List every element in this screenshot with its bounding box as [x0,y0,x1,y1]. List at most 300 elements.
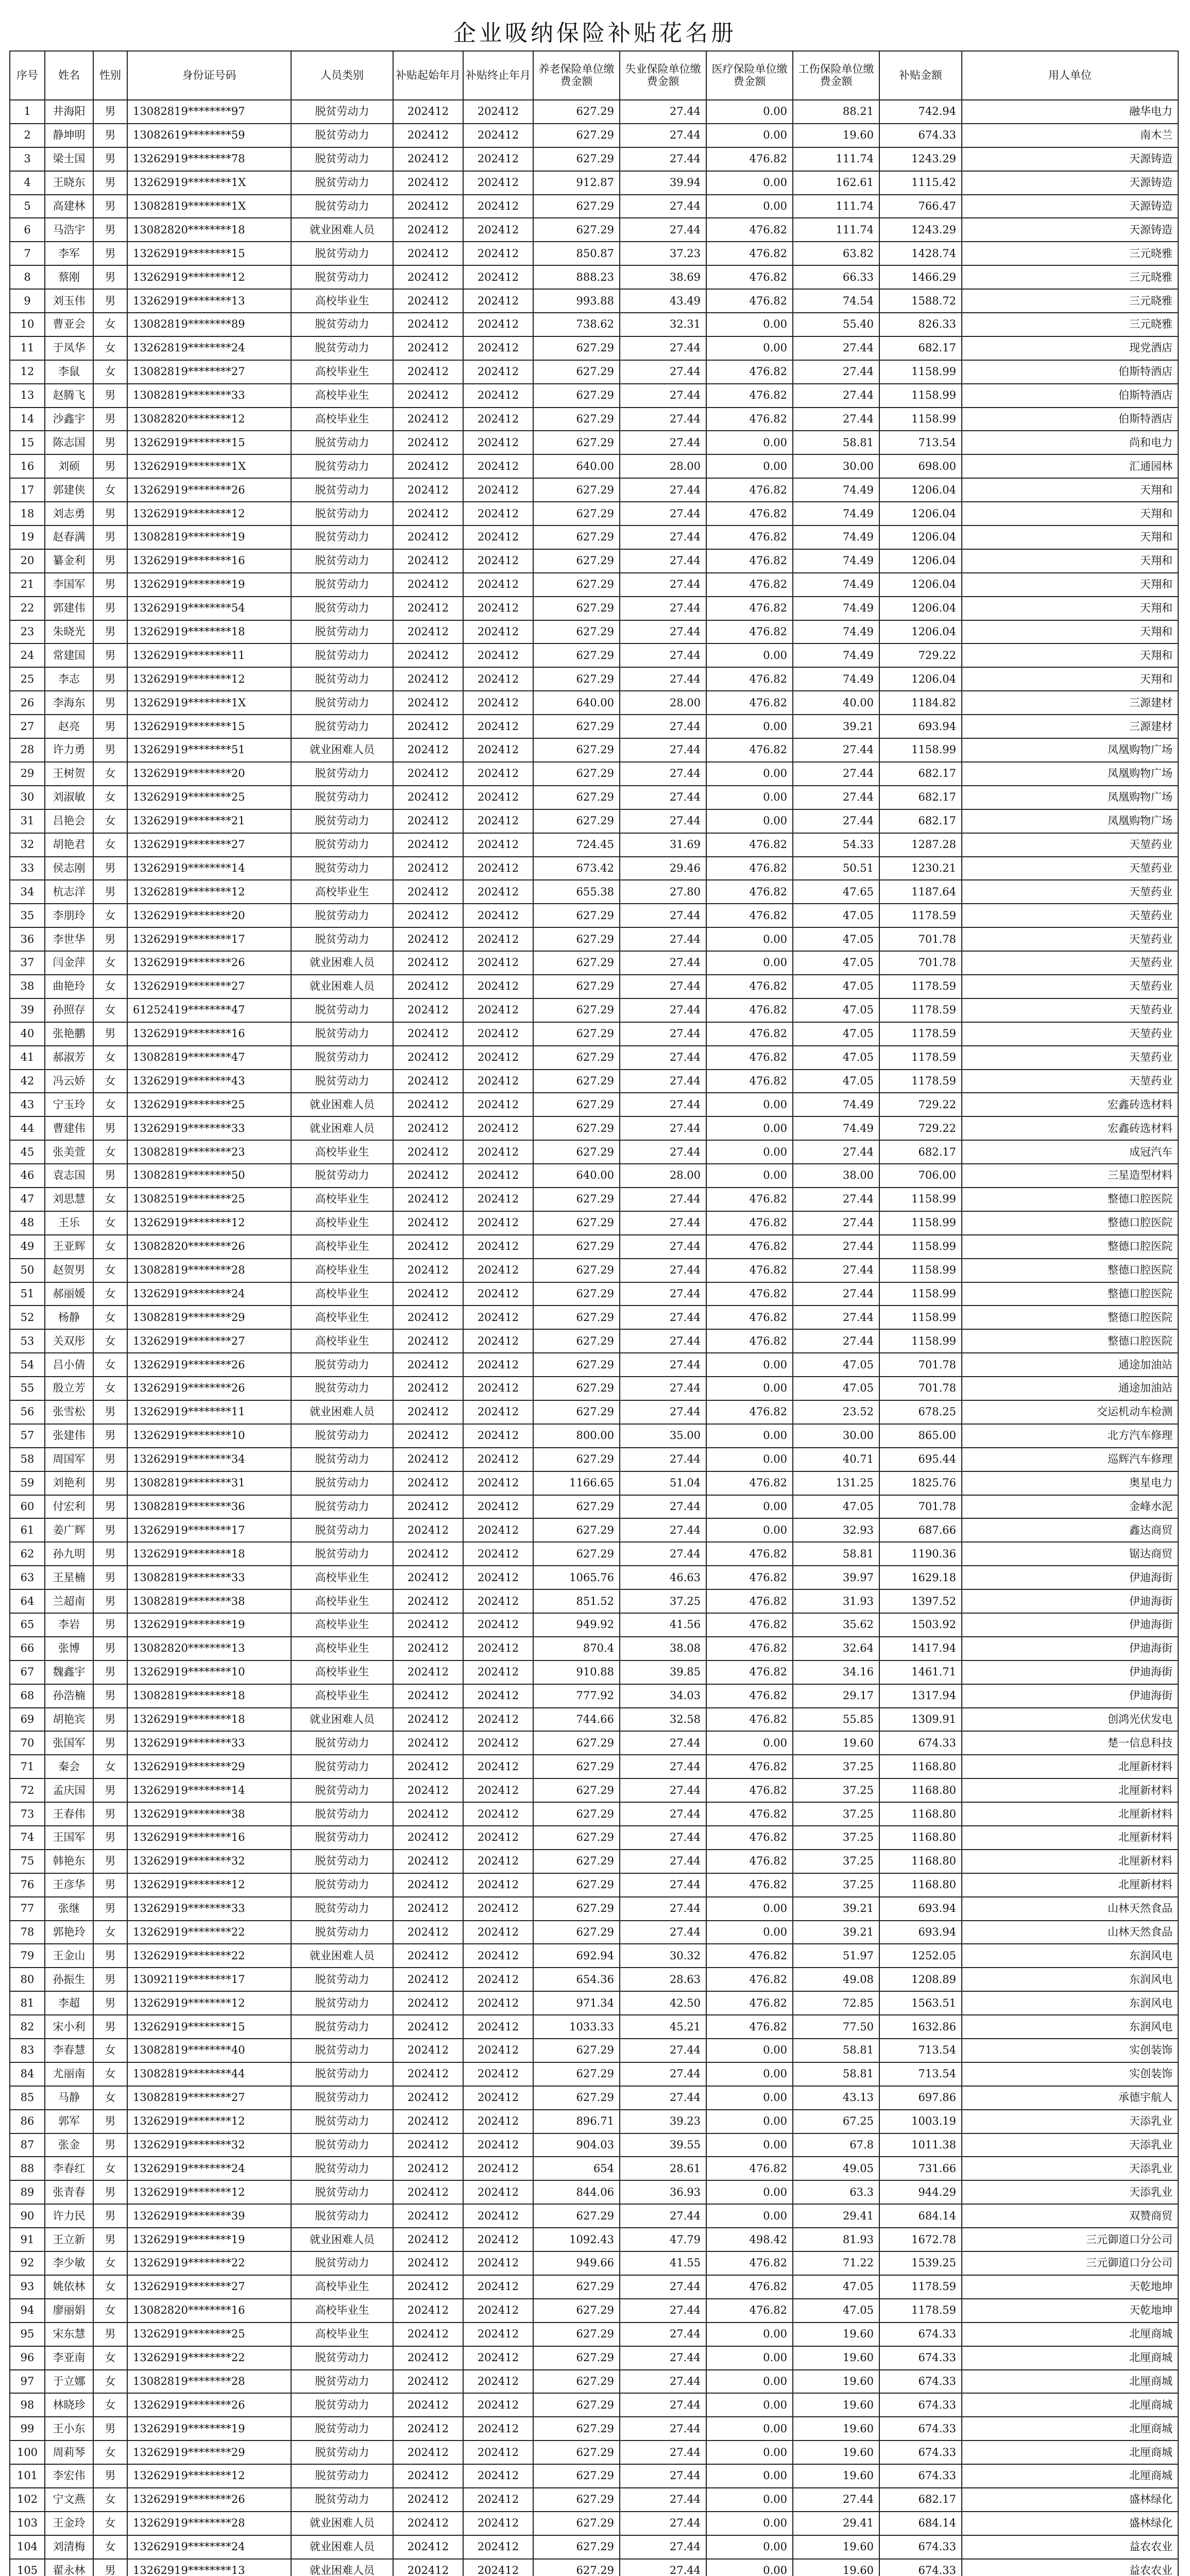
injury-cell: 27.44 [793,809,879,833]
gender-cell: 男 [93,1471,127,1495]
unemployment-cell: 27.44 [620,384,706,408]
row-index-cell: 19 [10,526,45,549]
start-month-cell: 202412 [393,1400,463,1424]
table-row [10,1921,1178,1944]
injury-cell: 27.44 [793,1329,879,1353]
start-month-cell: 202412 [393,715,463,738]
medical-cell: 476.82 [706,478,793,502]
id-number-cell: 13082819********44 [127,2062,291,2086]
end-month-cell: 202412 [463,195,533,218]
employer-cell: 伊迪海街 [962,1589,1178,1613]
end-month-cell: 202412 [463,336,533,360]
medical-cell: 476.82 [706,1778,793,1802]
id-number-cell: 13262919********27 [127,975,291,998]
start-month-cell: 202412 [393,1211,463,1235]
name-cell: 李超 [45,1991,93,2015]
table-row [10,1022,1178,1046]
category-cell: 脱贫劳动力 [291,2251,393,2275]
table-row [10,242,1178,265]
medical-cell: 0.00 [706,2370,793,2394]
unemployment-cell: 27.44 [620,951,706,975]
injury-cell: 63.82 [793,242,879,265]
injury-cell: 39.21 [793,715,879,738]
row-index-cell: 55 [10,1377,45,1400]
employer-cell: 伊迪海街 [962,1613,1178,1637]
end-month-cell: 202412 [463,2370,533,2394]
end-month-cell: 202412 [463,2228,533,2251]
unemployment-cell: 27.44 [620,2512,706,2535]
pension-cell: 800.00 [533,1424,620,1448]
id-number-cell: 13082519********25 [127,1188,291,1211]
start-month-cell: 202412 [393,880,463,904]
employer-cell: 伊迪海街 [962,1660,1178,1684]
row-index-cell: 9 [10,289,45,313]
medical-cell: 0.00 [706,2323,793,2346]
employer-cell: 整德口腔医院 [962,1306,1178,1329]
medical-cell: 476.82 [706,1660,793,1684]
medical-cell: 0.00 [706,1921,793,1944]
gender-cell: 男 [93,1802,127,1826]
gender-cell: 女 [93,904,127,927]
medical-cell: 476.82 [706,1542,793,1566]
row-index-cell: 1 [10,100,45,124]
name-cell: 吕艳会 [45,809,93,833]
start-month-cell: 202412 [393,1282,463,1306]
name-cell: 赵亮 [45,715,93,738]
start-month-cell: 202412 [393,833,463,857]
gender-cell: 女 [93,313,127,336]
name-cell: 王乐 [45,1211,93,1235]
name-cell: 许力勇 [45,738,93,762]
start-month-cell: 202412 [393,2251,463,2275]
row-index-cell: 101 [10,2464,45,2488]
id-number-cell: 13082819********89 [127,313,291,336]
pension-cell: 971.34 [533,1991,620,2015]
unemployment-cell: 31.69 [620,833,706,857]
employer-cell: 整德口腔医院 [962,1282,1178,1306]
employer-cell: 北厘商城 [962,2464,1178,2488]
table-row [10,2512,1178,2535]
pension-cell: 1166.65 [533,1471,620,1495]
unemployment-cell: 27.80 [620,880,706,904]
row-index-cell: 10 [10,313,45,336]
pension-cell: 1092.43 [533,2228,620,2251]
injury-cell: 43.13 [793,2086,879,2110]
medical-cell: 476.82 [706,408,793,431]
category-cell: 脱贫劳动力 [291,1518,393,1542]
category-cell: 脱贫劳动力 [291,1778,393,1802]
medical-cell: 476.82 [706,1991,793,2015]
category-cell: 就业困难人员 [291,738,393,762]
start-month-cell: 202412 [393,242,463,265]
subsidy-cell: 1158.99 [879,1211,962,1235]
category-cell: 就业困难人员 [291,2559,393,2576]
pension-cell: 851.52 [533,1589,620,1613]
row-index-cell: 57 [10,1424,45,1448]
start-month-cell: 202412 [393,643,463,667]
pension-cell: 1033.33 [533,2015,620,2039]
pension-cell: 654 [533,2157,620,2180]
unemployment-cell: 27.44 [620,2204,706,2228]
subsidy-cell: 698.00 [879,454,962,478]
gender-cell: 男 [93,431,127,454]
pension-cell: 844.06 [533,2180,620,2204]
gender-cell: 男 [93,1731,127,1755]
end-month-cell: 202412 [463,1613,533,1637]
injury-cell: 27.44 [793,408,879,431]
pension-cell: 627.29 [533,384,620,408]
row-index-cell: 11 [10,336,45,360]
category-cell: 高校毕业生 [291,1660,393,1684]
medical-cell: 0.00 [706,336,793,360]
pension-cell: 627.29 [533,786,620,809]
pension-cell: 627.29 [533,2346,620,2370]
subsidy-cell: 1178.59 [879,2299,962,2323]
pension-cell: 627.29 [533,2299,620,2323]
subsidy-cell: 674.33 [879,2393,962,2417]
end-month-cell: 202412 [463,1802,533,1826]
row-index-cell: 40 [10,1022,45,1046]
end-month-cell: 202412 [463,667,533,691]
gender-cell: 女 [93,2488,127,2512]
unemployment-cell: 27.44 [620,809,706,833]
medical-cell: 476.82 [706,1471,793,1495]
end-month-cell: 202412 [463,1589,533,1613]
id-number-cell: 13082820********12 [127,408,291,431]
row-index-cell: 76 [10,1873,45,1897]
unemployment-cell: 27.44 [620,1755,706,1778]
start-month-cell: 202412 [393,195,463,218]
category-cell: 脱贫劳动力 [291,313,393,336]
start-month-cell: 202412 [393,1944,463,1968]
subsidy-cell: 1115.42 [879,171,962,195]
id-number-cell: 13082619********59 [127,124,291,147]
medical-cell: 476.82 [706,2299,793,2323]
row-index-cell: 51 [10,1282,45,1306]
id-number-cell: 13082819********33 [127,1566,291,1589]
category-cell: 脱贫劳动力 [291,597,393,620]
subsidy-cell: 729.22 [879,643,962,667]
medical-cell: 0.00 [706,762,793,786]
name-cell: 李国军 [45,573,93,597]
table-row [10,2275,1178,2299]
employer-cell: 尚和电力 [962,431,1178,454]
subsidy-cell: 682.17 [879,809,962,833]
pension-cell: 627.29 [533,1070,620,1093]
category-cell: 脱贫劳动力 [291,620,393,644]
table-row [10,715,1178,738]
name-cell: 宁文燕 [45,2488,93,2512]
pension-cell: 627.29 [533,1377,620,1400]
injury-cell: 47.05 [793,904,879,927]
unemployment-cell: 27.44 [620,1897,706,1921]
pension-cell: 627.29 [533,2370,620,2394]
pension-cell: 627.29 [533,1495,620,1519]
start-month-cell: 202412 [393,1731,463,1755]
table-row [10,1046,1178,1070]
end-month-cell: 202412 [463,2251,533,2275]
employer-cell: 整德口腔医院 [962,1329,1178,1353]
gender-cell: 男 [93,2133,127,2157]
category-cell: 脱贫劳动力 [291,833,393,857]
employer-cell: 伯斯特酒店 [962,408,1178,431]
pension-cell: 627.29 [533,2323,620,2346]
row-index-cell: 69 [10,1708,45,1732]
unemployment-cell: 27.44 [620,1116,706,1140]
subsidy-cell: 1168.80 [879,1778,962,1802]
category-cell: 脱贫劳动力 [291,2157,393,2180]
start-month-cell: 202412 [393,2133,463,2157]
injury-cell: 40.00 [793,691,879,715]
pension-cell: 627.29 [533,1873,620,1897]
unemployment-cell: 27.44 [620,1921,706,1944]
table-row [10,1400,1178,1424]
gender-cell: 女 [93,1140,127,1164]
pension-cell: 627.29 [533,2039,620,2062]
subsidy-cell: 684.14 [879,2512,962,2535]
subsidy-cell: 1243.29 [879,218,962,242]
start-month-cell: 202412 [393,336,463,360]
id-number-cell: 13262919********12 [127,1873,291,1897]
id-number-cell: 13262919********14 [127,1778,291,1802]
medical-cell: 0.00 [706,2086,793,2110]
end-month-cell: 202412 [463,1259,533,1282]
table-row [10,1471,1178,1495]
gender-cell: 女 [93,1211,127,1235]
id-number-cell: 13262919********1X [127,691,291,715]
unemployment-cell: 27.44 [620,2559,706,2576]
medical-cell: 0.00 [706,2204,793,2228]
unemployment-cell: 45.21 [620,2015,706,2039]
end-month-cell: 202412 [463,2323,533,2346]
injury-cell: 27.44 [793,1140,879,1164]
injury-cell: 74.49 [793,1116,879,1140]
end-month-cell: 202412 [463,1518,533,1542]
subsidy-cell: 1563.51 [879,1991,962,2015]
start-month-cell: 202412 [393,2370,463,2394]
subsidy-cell: 674.33 [879,2323,962,2346]
subsidy-cell: 1178.59 [879,904,962,927]
gender-cell: 男 [93,1448,127,1471]
start-month-cell: 202412 [393,2323,463,2346]
row-index-cell: 64 [10,1589,45,1613]
subsidy-cell: 1539.25 [879,2251,962,2275]
subsidy-cell: 701.78 [879,1495,962,1519]
table-row [10,1542,1178,1566]
end-month-cell: 202412 [463,478,533,502]
table-row [10,124,1178,147]
end-month-cell: 202412 [463,927,533,951]
employer-cell: 宏鑫砖选材料 [962,1116,1178,1140]
row-index-cell: 48 [10,1211,45,1235]
gender-cell: 男 [93,384,127,408]
unemployment-cell: 27.44 [620,1093,706,1116]
unemployment-cell: 27.44 [620,738,706,762]
id-number-cell: 13082819********97 [127,100,291,124]
pension-cell: 627.29 [533,2464,620,2488]
table-row [10,1093,1178,1116]
table-row [10,2559,1178,2576]
unemployment-cell: 27.44 [620,1140,706,1164]
row-index-cell: 42 [10,1070,45,1093]
start-month-cell: 202412 [393,2157,463,2180]
row-index-cell: 83 [10,2039,45,2062]
row-index-cell: 20 [10,549,45,573]
category-cell: 脱贫劳动力 [291,1471,393,1495]
gender-cell: 女 [93,833,127,857]
subsidy-cell: 1158.99 [879,360,962,384]
id-number-cell: 13262919********19 [127,2417,291,2441]
column-header: 工伤保险单位缴费金额 [793,51,879,100]
unemployment-cell: 32.31 [620,313,706,336]
end-month-cell: 202412 [463,786,533,809]
name-cell: 陈志国 [45,431,93,454]
medical-cell: 476.82 [706,597,793,620]
start-month-cell: 202412 [393,526,463,549]
end-month-cell: 202412 [463,1022,533,1046]
end-month-cell: 202412 [463,1755,533,1778]
start-month-cell: 202412 [393,1826,463,1850]
category-cell: 就业困难人员 [291,1116,393,1140]
row-index-cell: 38 [10,975,45,998]
start-month-cell: 202412 [393,620,463,644]
category-cell: 脱贫劳动力 [291,1826,393,1850]
id-number-cell: 13262919********54 [127,597,291,620]
category-cell: 脱贫劳动力 [291,2393,393,2417]
category-cell: 就业困难人员 [291,951,393,975]
unemployment-cell: 27.44 [620,1235,706,1259]
medical-cell: 0.00 [706,171,793,195]
category-cell: 脱贫劳动力 [291,431,393,454]
unemployment-cell: 27.44 [620,526,706,549]
unemployment-cell: 27.44 [620,2393,706,2417]
gender-cell: 男 [93,1022,127,1046]
table-row [10,2535,1178,2559]
subsidy-cell: 944.29 [879,2180,962,2204]
pension-cell: 1065.76 [533,1566,620,1589]
medical-cell: 0.00 [706,100,793,124]
name-cell: 马浩宇 [45,218,93,242]
employer-cell: 北厘新材料 [962,1826,1178,1850]
id-number-cell: 13262819********12 [127,880,291,904]
subsidy-cell: 1158.99 [879,384,962,408]
end-month-cell: 202412 [463,643,533,667]
category-cell: 高校毕业生 [291,880,393,904]
medical-cell: 0.00 [706,809,793,833]
table-row [10,2251,1178,2275]
start-month-cell: 202412 [393,478,463,502]
end-month-cell: 202412 [463,1188,533,1211]
table-row [10,2464,1178,2488]
category-cell: 高校毕业生 [291,384,393,408]
row-index-cell: 22 [10,597,45,620]
id-number-cell: 13262919********34 [127,1448,291,1471]
injury-cell: 37.25 [793,1873,879,1897]
name-cell: 李少敏 [45,2251,93,2275]
row-index-cell: 15 [10,431,45,454]
subsidy-cell: 1287.28 [879,833,962,857]
category-cell: 脱贫劳动力 [291,100,393,124]
gender-cell: 男 [93,454,127,478]
employer-cell: 天堃药业 [962,1070,1178,1093]
unemployment-cell: 41.55 [620,2251,706,2275]
employer-cell: 三元晓雅 [962,242,1178,265]
gender-cell: 男 [93,242,127,265]
injury-cell: 29.17 [793,1684,879,1708]
subsidy-cell: 1206.04 [879,526,962,549]
start-month-cell: 202412 [393,2015,463,2039]
pension-cell: 910.88 [533,1660,620,1684]
start-month-cell: 202412 [393,289,463,313]
unemployment-cell: 27.44 [620,1022,706,1046]
table-row [10,1968,1178,1991]
end-month-cell: 202412 [463,762,533,786]
employer-cell: 南木兰 [962,124,1178,147]
injury-cell: 27.44 [793,786,879,809]
subsidy-cell: 826.33 [879,313,962,336]
column-header: 序号 [10,51,45,100]
category-cell: 高校毕业生 [291,1306,393,1329]
gender-cell: 男 [93,1873,127,1897]
pension-cell: 692.94 [533,1944,620,1968]
id-number-cell: 13082819********28 [127,2370,291,2394]
gender-cell: 男 [93,691,127,715]
end-month-cell: 202412 [463,2039,533,2062]
gender-cell: 女 [93,1921,127,1944]
row-index-cell: 78 [10,1921,45,1944]
category-cell: 就业困难人员 [291,975,393,998]
name-cell: 曹建伟 [45,1116,93,1140]
start-month-cell: 202412 [393,384,463,408]
column-header: 姓名 [45,51,93,100]
medical-cell: 0.00 [706,1093,793,1116]
subsidy-cell: 701.78 [879,1377,962,1400]
unemployment-cell: 36.93 [620,2180,706,2204]
start-month-cell: 202412 [393,1755,463,1778]
start-month-cell: 202412 [393,1921,463,1944]
pension-cell: 627.29 [533,2559,620,2576]
name-cell: 郭艳玲 [45,1921,93,1944]
category-cell: 高校毕业生 [291,1637,393,1660]
table-row [10,2110,1178,2133]
pension-cell: 896.71 [533,2110,620,2133]
unemployment-cell: 39.55 [620,2133,706,2157]
id-number-cell: 13082819********18 [127,1684,291,1708]
name-cell: 王春伟 [45,1802,93,1826]
row-index-cell: 84 [10,2062,45,2086]
employer-cell: 实创装饰 [962,2039,1178,2062]
injury-cell: 47.05 [793,2299,879,2323]
gender-cell: 女 [93,1282,127,1306]
row-index-cell: 79 [10,1944,45,1968]
row-index-cell: 24 [10,643,45,667]
subsidy-cell: 1178.59 [879,998,962,1022]
gender-cell: 男 [93,1991,127,2015]
id-number-cell: 13262919********12 [127,667,291,691]
injury-cell: 74.49 [793,667,879,691]
row-index-cell: 72 [10,1778,45,1802]
id-number-cell: 13082819********28 [127,1259,291,1282]
subsidy-cell: 742.94 [879,100,962,124]
name-cell: 李宏伟 [45,2464,93,2488]
injury-cell: 29.41 [793,2204,879,2228]
medical-cell: 476.82 [706,904,793,927]
gender-cell: 男 [93,738,127,762]
start-month-cell: 202412 [393,667,463,691]
pension-cell: 627.29 [533,1306,620,1329]
row-index-cell: 59 [10,1471,45,1495]
subsidy-cell: 1178.59 [879,2275,962,2299]
